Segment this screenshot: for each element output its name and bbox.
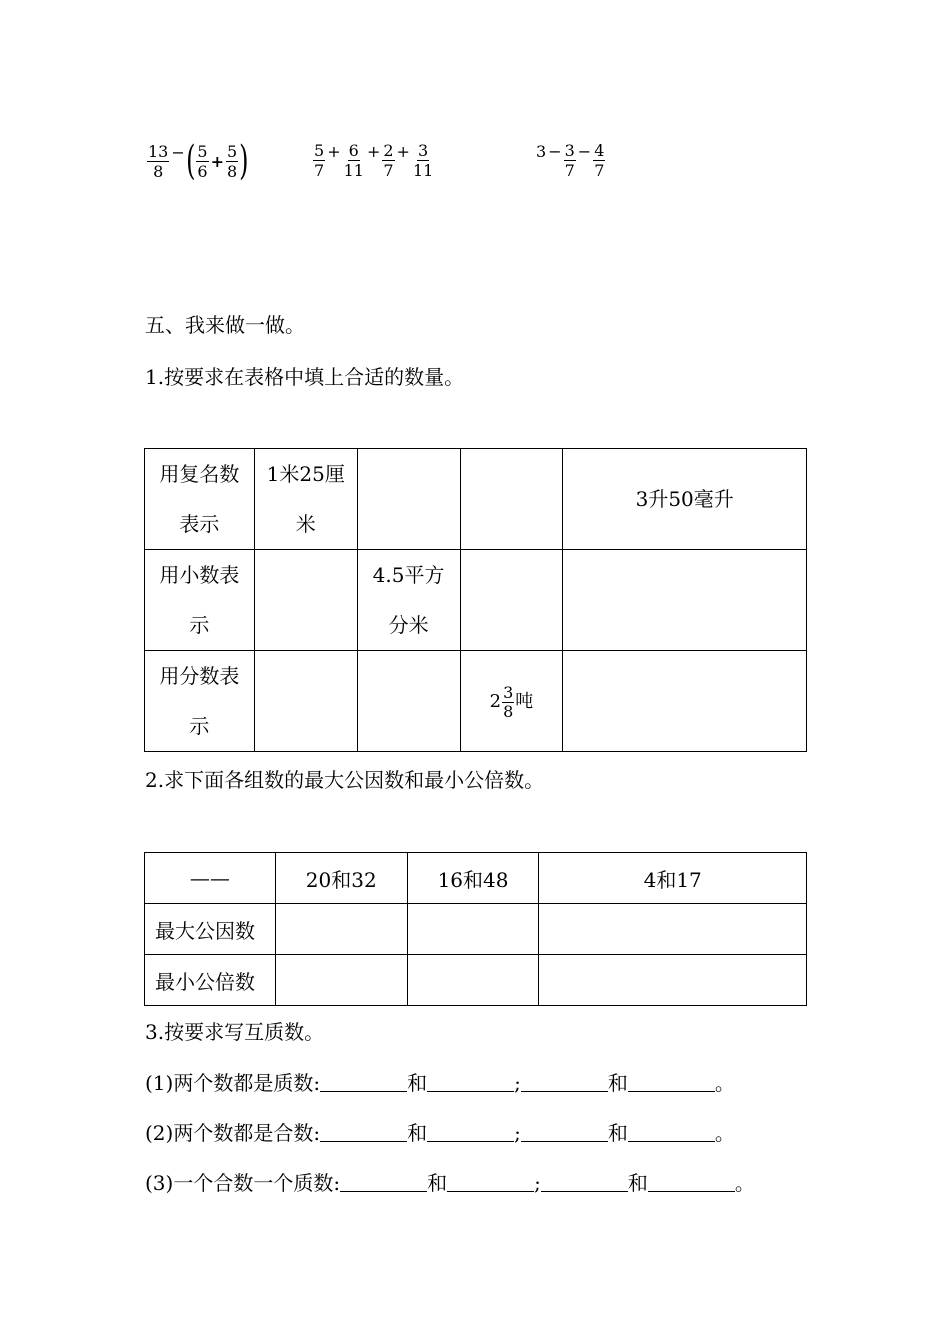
- table-header: 4和17: [539, 853, 807, 904]
- plus-sign: +: [327, 142, 341, 161]
- expression-2: [312, 141, 435, 180]
- plus-sign: +: [396, 142, 410, 161]
- table-row: [145, 449, 807, 550]
- table-cell[interactable]: [563, 550, 807, 651]
- question-3: 3.按要求写互质数。: [145, 1020, 325, 1044]
- answer-blank[interactable]: [340, 1171, 427, 1192]
- fraction: $\frac{5}{8}$: [226, 141, 238, 181]
- left-paren: (: [185, 138, 196, 184]
- mixed-number: 2 $\frac{3}{8}$ 吨: [489, 682, 534, 721]
- fraction: $\frac{2}{7}$: [383, 141, 394, 180]
- answer-blank[interactable]: [427, 1121, 514, 1142]
- table-cell[interactable]: [407, 904, 539, 955]
- answer-blank[interactable]: [521, 1071, 608, 1092]
- plus-sign: +: [210, 151, 224, 171]
- answer-blank[interactable]: [648, 1171, 735, 1192]
- whole-number: 3: [536, 142, 547, 161]
- expression-1: [146, 138, 249, 184]
- table-cell[interactable]: 3升50毫升: [563, 449, 807, 550]
- table-cell[interactable]: [460, 651, 563, 752]
- expression-3: [535, 141, 606, 180]
- answer-blank[interactable]: [427, 1071, 514, 1092]
- table-cell[interactable]: [357, 651, 460, 752]
- gcd-lcm-table: [144, 852, 807, 1006]
- table-row: [145, 955, 807, 1006]
- row-label: 用小数表 示: [145, 550, 255, 651]
- unit-conversion-table: [144, 448, 807, 752]
- table-cell[interactable]: [357, 449, 460, 550]
- table-cell[interactable]: [254, 651, 357, 752]
- question-2: 2.求下面各组数的最大公因数和最小公倍数。: [145, 768, 545, 792]
- answer-blank[interactable]: [320, 1071, 407, 1092]
- list-item: (2)两个数都是合数: 和 ; 和 。: [145, 1121, 735, 1145]
- table-cell[interactable]: 1米25厘 米: [254, 449, 357, 550]
- plus-sign: +: [366, 142, 381, 161]
- table-cell[interactable]: [407, 955, 539, 1006]
- row-label: 用分数表 示: [145, 651, 255, 752]
- table-row: [145, 651, 807, 752]
- section-title: 五、我来做一做。: [145, 313, 305, 337]
- fraction: $\frac{6}{11}$: [343, 141, 364, 180]
- row-label: 用复名数 表示: [145, 449, 255, 550]
- question-1: 1.按要求在表格中填上合适的数量。: [145, 365, 465, 389]
- table-header: 20和32: [275, 853, 407, 904]
- answer-blank[interactable]: [628, 1071, 715, 1092]
- table-cell[interactable]: [460, 550, 563, 651]
- row-label: 最小公倍数: [145, 955, 276, 1006]
- right-paren: ): [239, 138, 249, 184]
- answer-blank[interactable]: [541, 1171, 628, 1192]
- fraction: $\frac{4}{7}$: [594, 141, 605, 180]
- fraction: $\frac{13}{8}$: [148, 141, 169, 181]
- table-cell[interactable]: [563, 651, 807, 752]
- fraction: $\frac{3}{11}$: [412, 141, 434, 180]
- fraction: $\frac{3}{7}$: [564, 141, 575, 180]
- table-cell[interactable]: [539, 904, 807, 955]
- answer-blank[interactable]: [447, 1171, 534, 1192]
- table-cell[interactable]: [275, 904, 407, 955]
- row-label: 最大公因数: [145, 904, 276, 955]
- minus-sign: −: [577, 142, 592, 161]
- answer-blank[interactable]: [521, 1121, 608, 1142]
- table-row: [145, 550, 807, 651]
- table-cell[interactable]: [254, 550, 357, 651]
- fraction: $\frac{5}{7}$: [314, 141, 325, 180]
- table-cell[interactable]: 4.5平方 分米: [357, 550, 460, 651]
- table-cell[interactable]: [275, 955, 407, 1006]
- minus-sign: −: [171, 142, 185, 162]
- answer-blank[interactable]: [320, 1121, 407, 1142]
- minus-sign: −: [548, 142, 562, 161]
- table-header: 16和48: [407, 853, 539, 904]
- table-row: [145, 904, 807, 955]
- table-row: [145, 853, 807, 904]
- answer-blank[interactable]: [628, 1121, 715, 1142]
- list-item: (3)一个合数一个质数: 和 ; 和 。: [145, 1171, 755, 1195]
- list-item: (1)两个数都是质数: 和 ; 和 。: [145, 1071, 735, 1095]
- fraction: $\frac{5}{6}$: [197, 141, 208, 181]
- table-cell[interactable]: [460, 449, 563, 550]
- table-header: ——: [145, 853, 276, 904]
- table-cell[interactable]: [539, 955, 807, 1006]
